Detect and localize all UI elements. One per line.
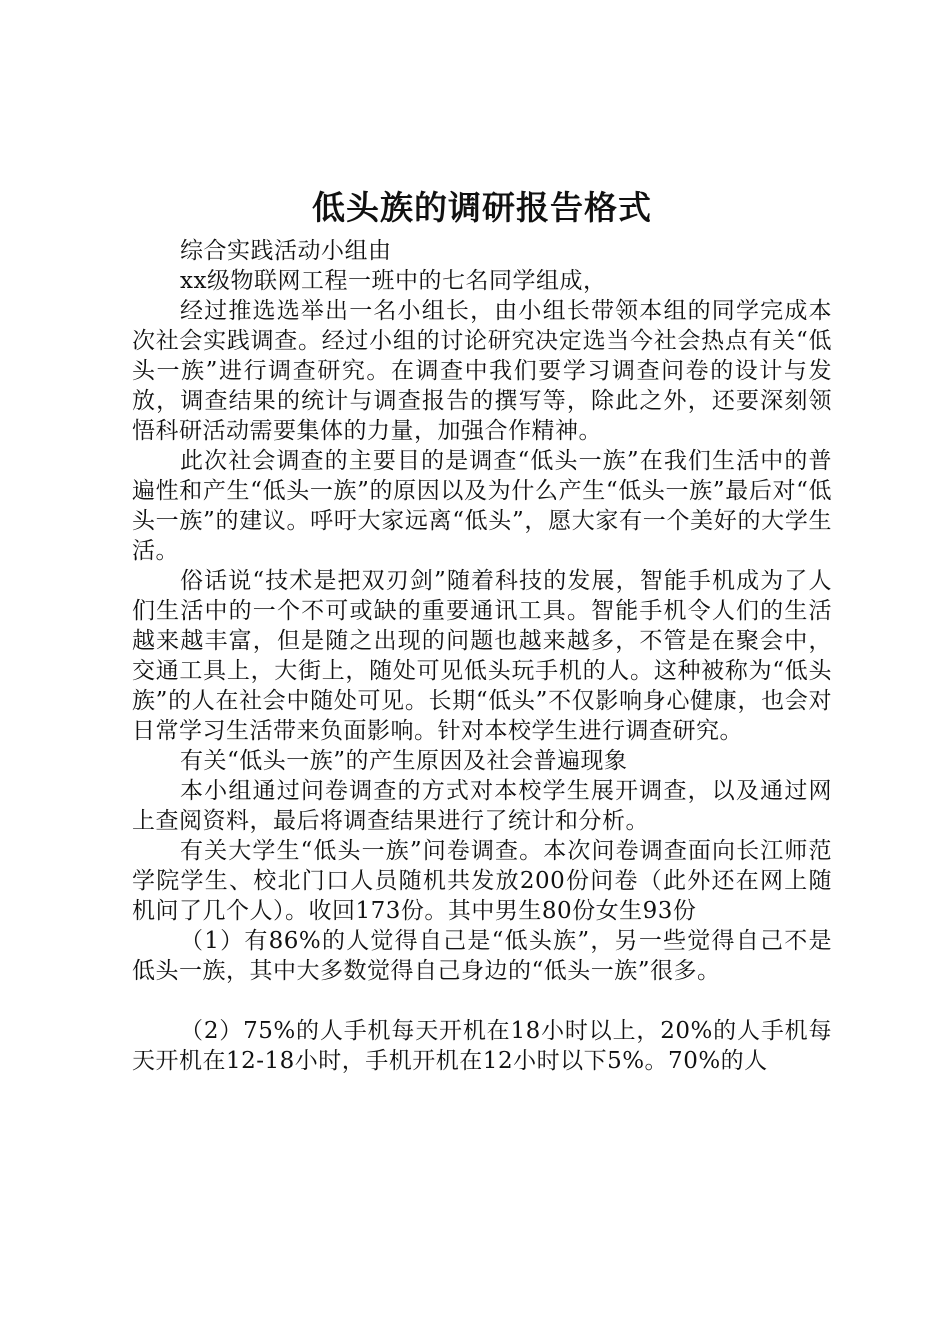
- paragraph-purpose: 此次社会调查的主要目的是调查“低头一族”在我们生活中的普遍性和产生“低头一族”的原因以及为什么产生“低头一族”最后对“低头一族”的建议。呼吁大家远离“低头”，愿大家有一个美好的大学生活。: [132, 448, 832, 564]
- paragraph-election: 经过推选选举出一名小组长，由小组长带领本组的同学完成本次社会实践调查。经过小组的讨论研究决定选当今社会热点有关“低头一族”进行调查研究。在调查中我们要学习调查问卷的设计与发放，调查结果的统计与调查报告的撰写等，除此之外，还要深刻领悟科研活动需要集体的力量，加强合作精神。: [132, 298, 832, 444]
- paragraph-result-2: （2）75%的人手机每天开机在18小时以上，20%的人手机每天开机在12-18小时，手机开机在12小时以下5%。70%的人: [132, 1018, 832, 1074]
- paragraph-group-members: xx级物联网工程一班中的七名同学组成，: [180, 268, 607, 294]
- paragraph-method: 本小组通过问卷调查的方式对本校学生展开调查，以及通过网上查阅资料，最后将调查结果进行了统计和分析。: [132, 778, 832, 834]
- paragraph-result-1: （1）有86%的人觉得自己是“低头族”，另一些觉得自己不是低头一族，其中大多数觉得自己身边的“低头一族”很多。: [132, 928, 832, 984]
- paragraph-spacer: [132, 986, 832, 1016]
- document-page: [132, 180, 832, 1076]
- paragraph-background: 俗话说“技术是把双刃剑”随着科技的发展，智能手机成为了人们生活中的一个不可或缺的重要通讯工具。智能手机令人们的生活越来越丰富，但是随之出现的问题也越来越多，不管是在聚会中，交通工具上，大街上，随处可见低头玩手机的人。这种被称为“低头族”的人在社会中随处可见。长期“低头”不仅影响身心健康，也会对日常学习生活带来负面影响。针对本校学生进行调查研究。: [132, 568, 832, 744]
- paragraph-survey: 有关大学生“低头一族”问卷调查。本次问卷调查面向长江师范学院学生、校北门口人员随机共发放200份问卷（此外还在网上随机问了几个人）。收回173份。其中男生80份女生93份: [132, 838, 832, 924]
- section-heading-causes: 有关“低头一族”的产生原因及社会普遍现象: [180, 748, 628, 774]
- document-title: 低头族的调研报告格式: [312, 188, 652, 227]
- paragraph-group-intro: 综合实践活动小组由: [180, 238, 392, 264]
